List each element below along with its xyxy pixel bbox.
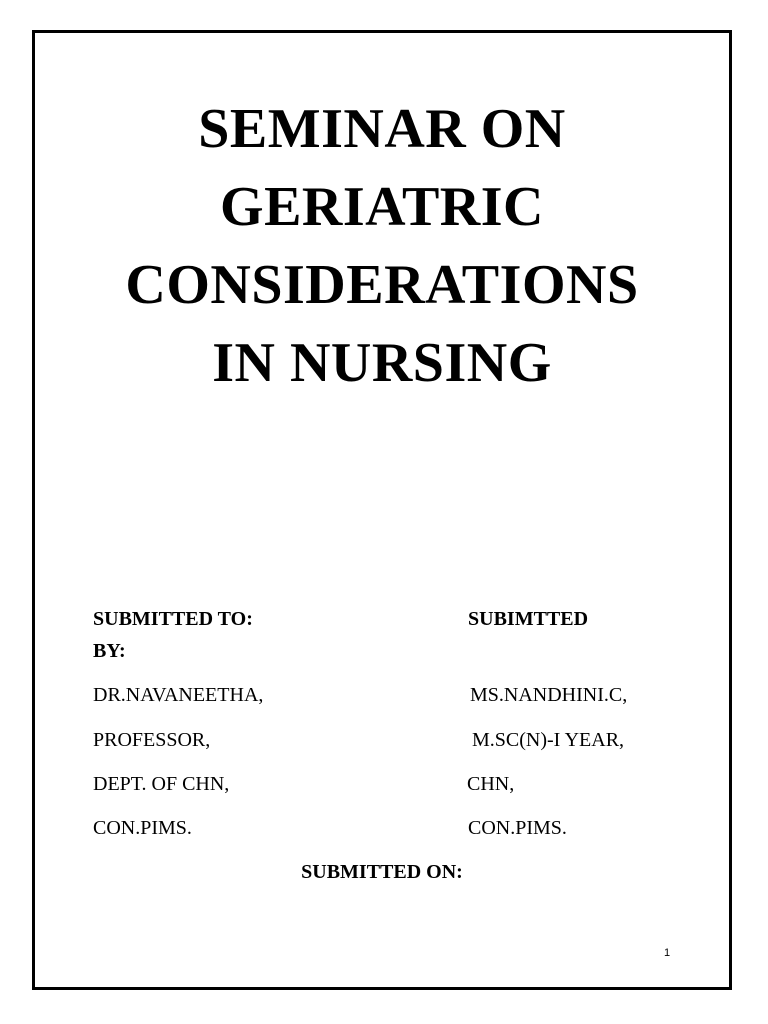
- submitted-by-label-part1: SUBIMTTED: [468, 608, 589, 630]
- submitted-by-institution: CON.PIMS.: [468, 817, 567, 839]
- submitted-to-designation: PROFESSOR,: [93, 729, 211, 751]
- title-line-1: SEMINAR ON: [198, 98, 566, 160]
- title-line-3: CONSIDERATIONS: [125, 254, 639, 316]
- title-line-4: IN NURSING: [212, 332, 552, 394]
- document-title: [32, 90, 732, 402]
- submitted-to-label: SUBMITTED TO:: [93, 608, 253, 630]
- submitted-to-name: DR.NAVANEETHA,: [93, 684, 264, 706]
- page-number: 1: [664, 947, 671, 959]
- submitted-to-institution: CON.PIMS.: [93, 817, 192, 839]
- submitted-to-department: DEPT. OF CHN,: [93, 773, 230, 795]
- submitted-by-designation: M.SC(N)-I YEAR,: [472, 729, 625, 751]
- submitted-by-label-part2: BY:: [93, 640, 126, 662]
- submitted-on-label: SUBMITTED ON:: [301, 861, 463, 883]
- submitted-by-name: MS.NANDHINI.C,: [470, 684, 628, 706]
- submission-header: [93, 603, 653, 667]
- title-line-2: GERIATRIC: [220, 176, 544, 238]
- submitted-by-department: CHN,: [467, 773, 515, 795]
